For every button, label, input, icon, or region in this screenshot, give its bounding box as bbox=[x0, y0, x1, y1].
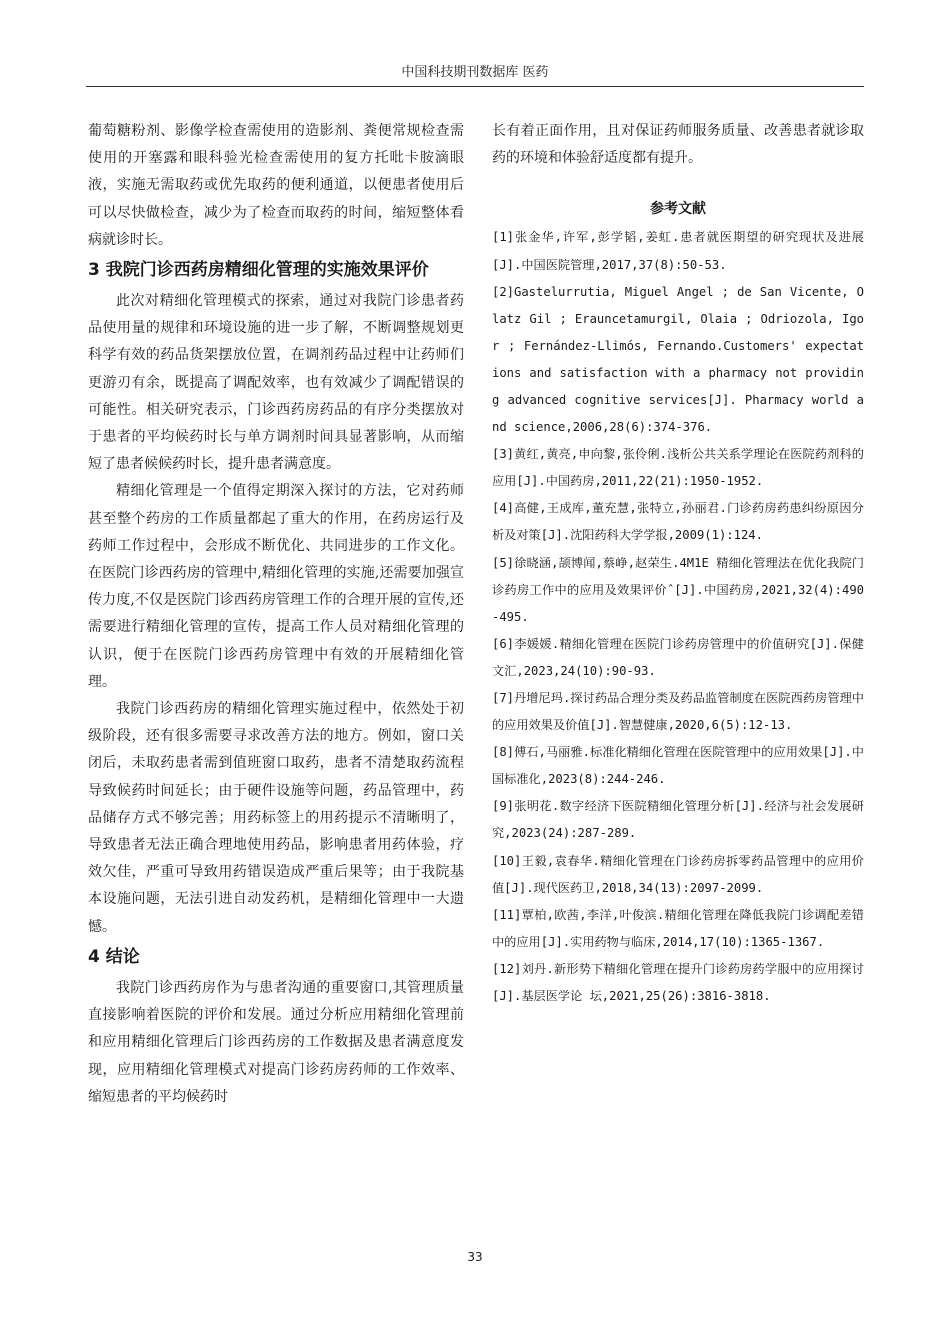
section-3-paragraph-1: 此次对精细化管理模式的探索，通过对我院门诊患者药品使用量的规律和环境设施的进一步了解，不断调整规划更科学有效的药品货架摆放位置，在调剂药品过程中让药师们更游刃有余，既提高了调配效率，也有效减少了调配错误的可能性。相关研究表示，门诊西药房药品的有序分类摆放对于患者的平均候药时长与单方调剂时间具显著影响，从而缩短了患者候候药时长，提升患者满意度。 bbox=[88, 293, 464, 473]
reference-item: [12]刘丹.新形势下精细化管理在提升门诊药房药学服中的应用探讨[J].基层医学论 坛,2021,25(26):3816-3818. bbox=[492, 961, 864, 1004]
section-3-heading: 3 我院门诊西药房精细化管理的实施效果评价 bbox=[88, 260, 429, 281]
section-4-paragraph-1: 我院门诊西药房作为与患者沟通的重要窗口,其管理质量直接影响着医院的评价和发展。通过分析应用精细化管理前和应用精细化管理后门诊西药房的工作数据及患者满意度发现，应用精细化管理模式对提高门诊药房药师的工作效率、缩短患者的平均候药时 bbox=[88, 979, 464, 1105]
running-header bbox=[86, 60, 864, 87]
reference-item: [11]覃柏,欧茜,李洋,叶俊滨.精细化管理在降低我院门诊调配差错中的应用[J].实用药物与临床,2014,17(10):1365-1367. bbox=[492, 907, 864, 949]
references-heading: 参考文献 bbox=[650, 201, 706, 218]
section-3-paragraph-2: 精细化管理是一个值得定期深入探讨的方法，它对药师甚至整个药房的工作质量都起了重大的作用，在药房运行及药师工作过程中，会形成不断优化、共同进步的工作文化。在医院门诊西药房的管理中,精细化管理的实施,还需要加强宣传力度,不仅是医院门诊西药房管理工作的合理开展的宣传,还需要进行精细化管理的宣传，提高工作人员对精细化管理的认识，便于在医院门诊西药房管理中有效的开展精细化管理。 bbox=[88, 483, 464, 690]
reference-item: [6]李媛媛.精细化管理在医院门诊药房管理中的价值研究[J].保健文汇,2023,24(10):90-93. bbox=[492, 636, 864, 678]
intro-paragraph: 葡萄糖粉剂、影像学检查需使用的造影剂、粪便常规检查需使用的开塞露和眼科验光检查需使用的复方托吡卡胺滴眼液，实施无需取药或优先取药的便利通道，以便患者使用后可以尽快做检查，减少为了检查而取药的时间，缩短整体看病就诊时长。 bbox=[88, 123, 464, 248]
reference-item: [3]黄红,黄亮,申向黎,张伶俐.浅析公共关系学理论在医院药剂科的应用[J].中国药房,2011,22(21):1950-1952. bbox=[492, 447, 864, 489]
left-column bbox=[88, 118, 464, 1111]
reference-item: [1]张金华,许军,彭学韬,姜虹.患者就医期望的研究现状及进展[J].中国医院管理,2017,37(8):50-53. bbox=[492, 230, 864, 272]
reference-item: [4]高健,王成库,董充慧,张特立,孙丽君.门诊药房药患纠纷原因分析及对策[J].沈阳药科大学学报,2009(1):124. bbox=[492, 501, 864, 543]
reference-item: [9]张明花.数字经济下医院精细化管理分析[J].经济与社会发展研究,2023(24):287-289. bbox=[492, 799, 864, 841]
reference-list bbox=[492, 224, 864, 1010]
page-number: 33 bbox=[467, 1250, 483, 1264]
reference-item: [7]丹增尼玛.探讨药品合理分类及药品监管制度在医院西药房管理中的应用效果及价值[J].智慧健康,2020,6(5):12-13. bbox=[492, 691, 864, 733]
reference-item: [8]傅石,马丽雅.标准化精细化管理在医院管理中的应用效果[J].中国标准化,2023(8):244-246. bbox=[492, 745, 864, 787]
right-column bbox=[492, 118, 864, 1010]
reference-item: [5]徐晓涵,颉博闻,蔡峥,赵荣生.4M1E 精细化管理法在优化我院门诊药房工作中的应用及效果评价ˆ[J].中国药房,2021,32(4):490-495. bbox=[492, 555, 864, 624]
section-4-heading: 4 结论 bbox=[88, 946, 140, 967]
reference-item: [10]王毅,袁春华.精细化管理在门诊药房拆零药品管理中的应用价值[J].现代医药卫,2018,34(13):2097-2099. bbox=[492, 853, 864, 895]
reference-item: [2]Gastelurrutia, Miguel Angel ; de San Vicente, Olatz Gil ; Erauncetamurgil, Olaia ; Odriozola, Igor ; Fernández-Llimós, Fernando.Customers' expectations and satisfaction with a pharmacy not providing advanced cognitive services[J]. Pharmacy world and science,2006,28(6):374-376. bbox=[492, 284, 864, 435]
section-3-paragraph-3: 我院门诊西药房的精细化管理实施过程中，依然处于初级阶段，还有很多需要寻求改善方法的地方。例如，窗口关闭后，未取药患者需到值班窗口取药，患者不清楚取药流程导致候药时间延长；由于硬件设施等问题，药品管理中，药品储存方式不够完善；用药标签上的用药提示不清晰明了，导致患者无法正确合理地使用药品，影响患者用药体验，疗效欠佳，严重可导致用药错误造成严重后果等；由于我院基本设施问题，无法引进自动发药机，是精细化管理中一大遗憾。 bbox=[88, 701, 464, 935]
journal-name: 中国科技期刊数据库 医药 bbox=[401, 65, 549, 80]
continued-paragraph: 长有着正面作用，且对保证药师服务质量、改善患者就诊取药的环境和体验舒适度都有提升。 bbox=[492, 123, 864, 167]
